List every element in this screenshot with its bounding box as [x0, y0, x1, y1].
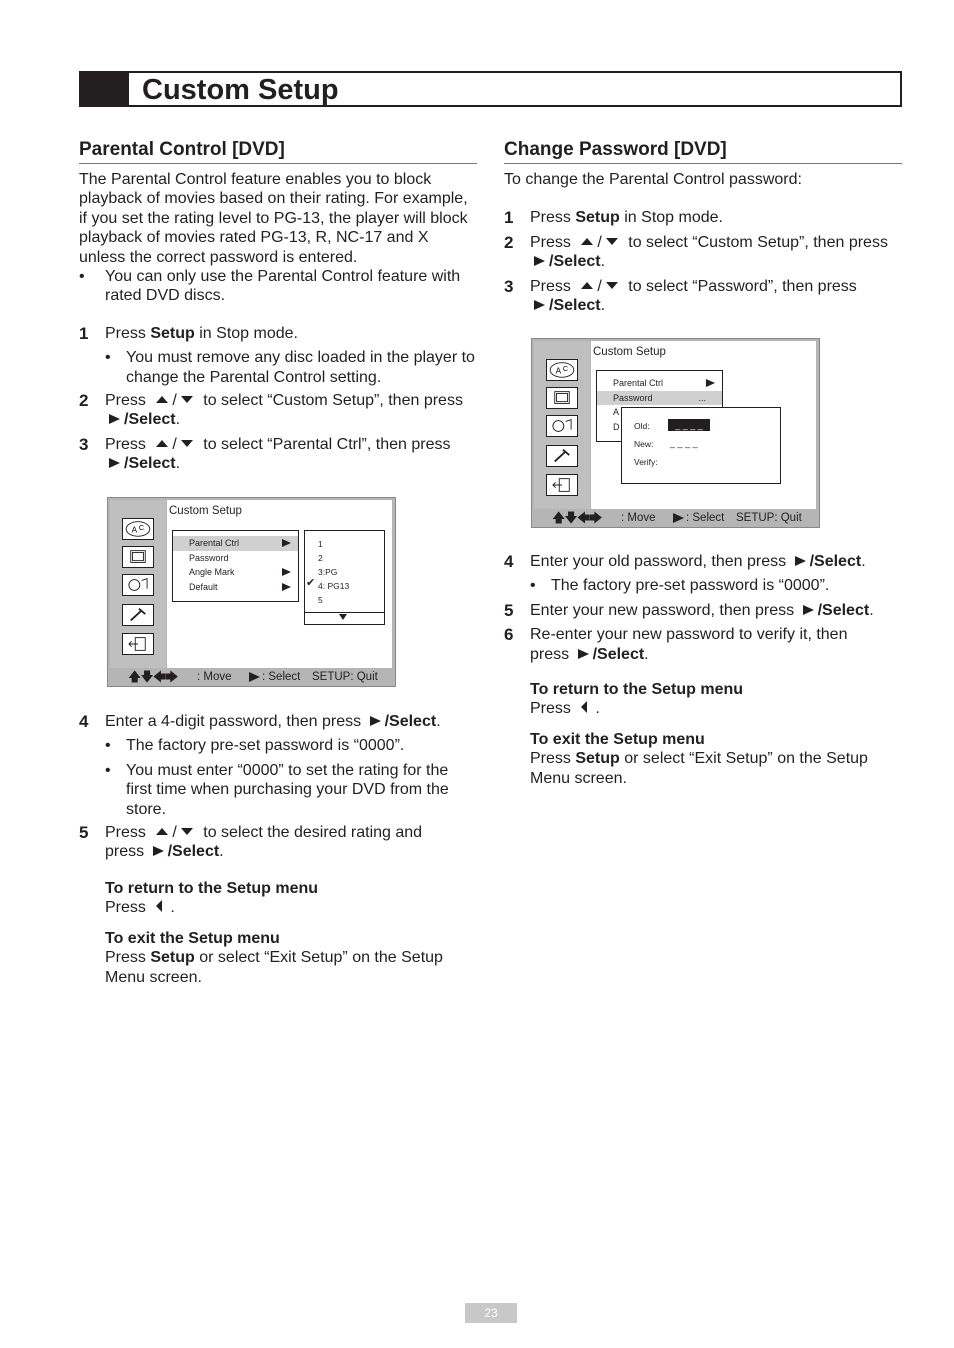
new-label: New:	[634, 439, 654, 449]
return-text: Press .	[530, 700, 600, 718]
down-arrow-icon	[181, 828, 193, 835]
setup-menu	[172, 530, 299, 602]
rating-option[interactable]: 1	[318, 539, 323, 549]
language-icon	[546, 359, 578, 381]
screen-status-bar: 🡅🡇🡄🡆 : Move : Select SETUP: Quit	[552, 510, 802, 525]
right-arrow-icon	[795, 556, 806, 566]
step-4-bullet: • You must enter “0000” to set the rating for the first time when purchasing your DVD from the store.	[105, 761, 449, 818]
menu-item-parental-ctrl[interactable]: Parental Ctrl	[597, 376, 722, 391]
menu-item-angle-mark[interactable]: A	[613, 407, 620, 417]
step-2: 2 Press / to select “Custom Setup”, then press /Select.	[504, 232, 888, 271]
parental-ctrl-screen	[107, 497, 396, 687]
right-arrow-icon	[534, 300, 545, 310]
left-arrow-icon	[581, 701, 587, 713]
right-arrow-icon	[803, 605, 814, 615]
tv-icon	[122, 546, 154, 568]
svg-text:C: C	[562, 363, 569, 373]
menu-item-parental-ctrl[interactable]: Parental Ctrl	[173, 536, 298, 551]
step-4-bullet: • The factory pre-set password is “0000”.	[530, 577, 830, 595]
arrow-keys-icon: 🡅🡇🡄🡆	[128, 669, 178, 684]
right-arrow-icon	[153, 846, 164, 856]
right-arrow-icon	[109, 458, 120, 468]
step-4-bullet: • The factory pre-set password is “0000”.	[105, 737, 405, 755]
change-password-steps-cont	[504, 552, 902, 788]
new-password-field[interactable]: _ _ _ _	[670, 438, 698, 448]
rating-option[interactable]: 5	[318, 595, 323, 605]
exit-icon	[122, 633, 154, 655]
rating-option[interactable]: 2	[318, 553, 323, 563]
svg-text:C: C	[138, 522, 145, 532]
menu-item-default[interactable]: D	[613, 421, 620, 432]
svg-text:A: A	[131, 525, 138, 535]
down-arrow-icon	[606, 282, 618, 289]
audio-icon	[122, 574, 154, 596]
exit-heading: To exit the Setup menu	[530, 731, 705, 749]
step-2: 2 Press / to select “Custom Setup”, then press /Select.	[79, 391, 463, 429]
verify-label: Verify:	[634, 457, 658, 467]
return-heading: To return to the Setup menu	[105, 879, 319, 897]
note-bullet: • You can only use the Parental Control feature with rated DVD discs.	[79, 268, 461, 305]
exit-text: Press Setup or select “Exit Setup” on the Setup Menu screen.	[530, 750, 868, 787]
step-6: 6 Re-enter your new password to verify it, then press /Select.	[504, 625, 848, 663]
right-arrow-icon	[370, 716, 381, 726]
step-1-bullet: • You must remove any disc loaded in the player to change the Parental Control setting.	[105, 349, 475, 386]
header-block	[81, 73, 129, 105]
rating-option[interactable]: 3:PG	[318, 567, 338, 577]
step-4: 4 Enter your old password, then press /Select.	[504, 552, 866, 571]
parental-control-section	[79, 138, 477, 474]
right-arrow-icon	[109, 414, 120, 424]
exit-icon	[546, 474, 578, 496]
hammer-icon	[122, 604, 154, 626]
screen-main	[167, 500, 392, 668]
right-arrow-icon	[578, 649, 589, 659]
page-number: 23	[465, 1303, 517, 1323]
audio-icon	[546, 415, 578, 437]
exit-text: Press Setup or select “Exit Setup” on the Setup Menu screen.	[105, 949, 443, 986]
old-label: Old:	[634, 421, 650, 431]
screen-title: Custom Setup	[593, 346, 666, 358]
select-arrow-icon	[673, 513, 684, 523]
up-arrow-icon	[581, 282, 593, 289]
up-arrow-icon	[156, 396, 168, 403]
rating-list	[304, 530, 385, 625]
up-arrow-icon	[156, 440, 168, 447]
menu-item-password[interactable]: Password ...	[597, 391, 722, 406]
parental-control-steps-cont	[79, 712, 477, 987]
page-header	[79, 71, 902, 107]
step-5: 5 Enter your new password, then press /Select.	[504, 600, 874, 620]
down-arrow-icon	[181, 440, 193, 447]
select-arrow-icon	[249, 672, 260, 682]
return-heading: To return to the Setup menu	[530, 681, 744, 699]
svg-text:A: A	[555, 366, 562, 376]
step-4: 4 Enter a 4-digit password, then press /Select.	[79, 712, 441, 731]
up-arrow-icon	[581, 238, 593, 245]
language-icon	[122, 518, 154, 540]
down-arrow-icon	[606, 238, 618, 245]
step-3: 3 Press / to select “Parental Ctrl”, then press /Select.	[79, 434, 451, 473]
step-3: 3 Press / to select “Password”, then press /Select.	[504, 276, 857, 315]
left-arrow-icon	[156, 900, 162, 912]
hammer-icon	[546, 445, 578, 467]
section-title: Change Password [DVD]	[504, 138, 902, 164]
intro-text: To change the Parental Control password:	[504, 171, 802, 188]
tv-icon	[546, 387, 578, 409]
section-title: Parental Control [DVD]	[79, 138, 477, 164]
checkmark-icon: ✔	[306, 577, 316, 589]
screen-title: Custom Setup	[169, 505, 242, 517]
screen-status-bar: 🡅🡇🡄🡆 : Move : Select SETUP: Quit	[128, 669, 378, 684]
page-title: Custom Setup	[142, 74, 339, 106]
step-1: 1 Press Setup in Stop mode.	[79, 323, 298, 343]
change-password-section	[504, 138, 902, 315]
arrow-keys-icon: 🡅🡇🡄🡆	[552, 510, 602, 525]
rating-option[interactable]: 4: PG13	[318, 581, 350, 591]
right-arrow-icon	[534, 256, 545, 266]
menu-item-angle-mark[interactable]: Angle Mark	[173, 565, 298, 580]
change-password-screen	[531, 338, 820, 528]
menu-item-default[interactable]: Default	[173, 580, 298, 595]
scroll-down-icon[interactable]	[339, 614, 347, 620]
exit-heading: To exit the Setup menu	[105, 930, 280, 948]
step-5: 5 Press / to select the desired rating and press /Select.	[79, 823, 423, 861]
password-dialog	[621, 407, 781, 484]
screen-sidebar	[110, 500, 166, 668]
down-arrow-icon	[181, 396, 193, 403]
screen-main	[591, 341, 816, 509]
up-arrow-icon	[156, 828, 168, 835]
return-text: Press .	[105, 898, 175, 916]
old-password-field[interactable]: _ _ _ _	[668, 419, 710, 431]
menu-item-password[interactable]: Password	[189, 552, 229, 563]
screen-sidebar	[534, 341, 590, 509]
step-1: 1 Press Setup in Stop mode.	[504, 208, 723, 228]
intro-text: The Parental Control feature enables you to block playback of movies based on their rating. For example, if you set the rating level to PG-13, the player will block playback of movies rated PG-13, R, NC-17 and X unless the correct password is entered.	[79, 171, 468, 266]
